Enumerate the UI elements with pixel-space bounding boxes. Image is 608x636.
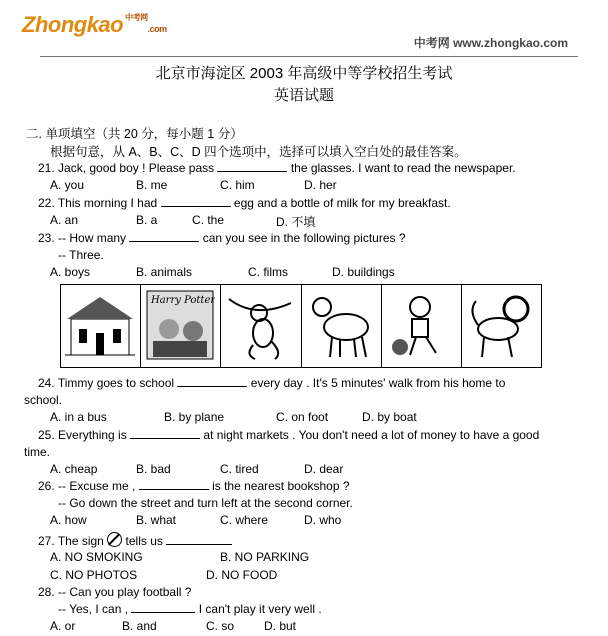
q25-continued: time. [24, 445, 51, 459]
q24-option-c[interactable]: C. on foot [276, 410, 329, 424]
question-22: 22. This morning I had egg and a bottle of milk for my breakfast. [38, 196, 451, 210]
q26-option-c[interactable]: C. where [220, 513, 269, 527]
svg-text:Harry Potter: Harry Potter [151, 295, 216, 306]
q22-option-b[interactable]: B. a [136, 213, 158, 227]
question-27: 27. The sign tells us [38, 532, 232, 548]
q22-option-d[interactable]: D. 不填 [276, 215, 316, 229]
q28-option-d[interactable]: D. but [264, 619, 297, 633]
harry-potter-picture [141, 285, 221, 367]
question-25: 25. Everything is at night markets . You don't need a lot of money to have a good [38, 428, 540, 442]
boy-picture [382, 285, 462, 367]
q27-option-a[interactable]: A. NO SMOKING [50, 550, 143, 564]
q23-option-c[interactable]: C. films [248, 265, 288, 279]
section-heading: 二. 单项填空（共 20 分，每小题 1 分） [26, 127, 243, 141]
q21-option-c[interactable]: C. him [220, 178, 255, 192]
q26-option-a[interactable]: A. how [50, 513, 87, 527]
q21-option-b[interactable]: B. me [136, 178, 168, 192]
question-28: 28. -- Can you play football ? [38, 585, 192, 599]
q24-option-d[interactable]: D. by boat [362, 410, 417, 424]
q21-option-d[interactable]: D. her [304, 178, 337, 192]
section-instruction: 根据句意，从 A、B、C、D 四个选项中，选择可以填入空白处的最佳答案。 [50, 145, 467, 159]
q26-option-d[interactable]: D. who [304, 513, 342, 527]
zhongkao-logo: Zhongkao $^{中考网}$.com [22, 12, 167, 37]
question-23: 23. -- How many can you see in the following pictures ? [38, 231, 406, 245]
q25-option-c[interactable]: C. tired [220, 462, 259, 476]
q26-reply: -- Go down the street and turn left at the second corner. [58, 496, 353, 510]
header-divider [40, 56, 578, 57]
q24-continued: school. [24, 393, 63, 407]
no-smoking-sign-icon [107, 532, 122, 547]
q22-option-a[interactable]: A. an [50, 213, 79, 227]
exam-title: 北京市海淀区 2003 年高级中等学校招生考试 [155, 65, 453, 82]
question-26: 26. -- Excuse me , is the nearest bookshop ? [38, 479, 350, 493]
question-24: 24. Timmy goes to school every day . It's 5 minutes' walk from his home to [38, 376, 506, 390]
q28-option-a[interactable]: A. or [50, 619, 76, 633]
q23-option-b[interactable]: B. animals [136, 265, 193, 279]
q22-option-c[interactable]: C. the [192, 213, 225, 227]
q28-reply: -- Yes, I can , I can't play it very well . [58, 602, 322, 616]
q26-option-b[interactable]: B. what [136, 513, 177, 527]
pictures-strip [60, 284, 542, 368]
q21-option-a[interactable]: A. you [50, 178, 85, 192]
q23-option-d[interactable]: D. buildings [332, 265, 395, 279]
question-21: 21. Jack, good boy ! Please pass the glasses. I want to read the newspaper. [38, 161, 516, 175]
q25-option-b[interactable]: B. bad [136, 462, 171, 476]
q27-option-b[interactable]: B. NO PARKING [220, 550, 310, 564]
q23-option-a[interactable]: A. boys [50, 265, 91, 279]
goat-picture [302, 285, 382, 367]
q28-option-c[interactable]: C. so [206, 619, 235, 633]
monkey-picture [221, 285, 301, 367]
q27-option-d[interactable]: D. NO FOOD [206, 568, 278, 582]
lion-picture [462, 285, 541, 367]
exam-subtitle: 英语试题 [273, 87, 334, 104]
q27-option-c[interactable]: C. NO PHOTOS [50, 568, 138, 582]
building-picture [61, 285, 141, 367]
q24-option-b[interactable]: B. by plane [164, 410, 225, 424]
q24-option-a[interactable]: A. in a bus [50, 410, 107, 424]
site-address: 中考网 www.zhongkao.com [413, 36, 568, 50]
q28-option-b[interactable]: B. and [122, 619, 157, 633]
q25-option-d[interactable]: D. dear [304, 462, 344, 476]
q23-reply: -- Three. [58, 248, 104, 262]
q25-option-a[interactable]: A. cheap [50, 462, 98, 476]
